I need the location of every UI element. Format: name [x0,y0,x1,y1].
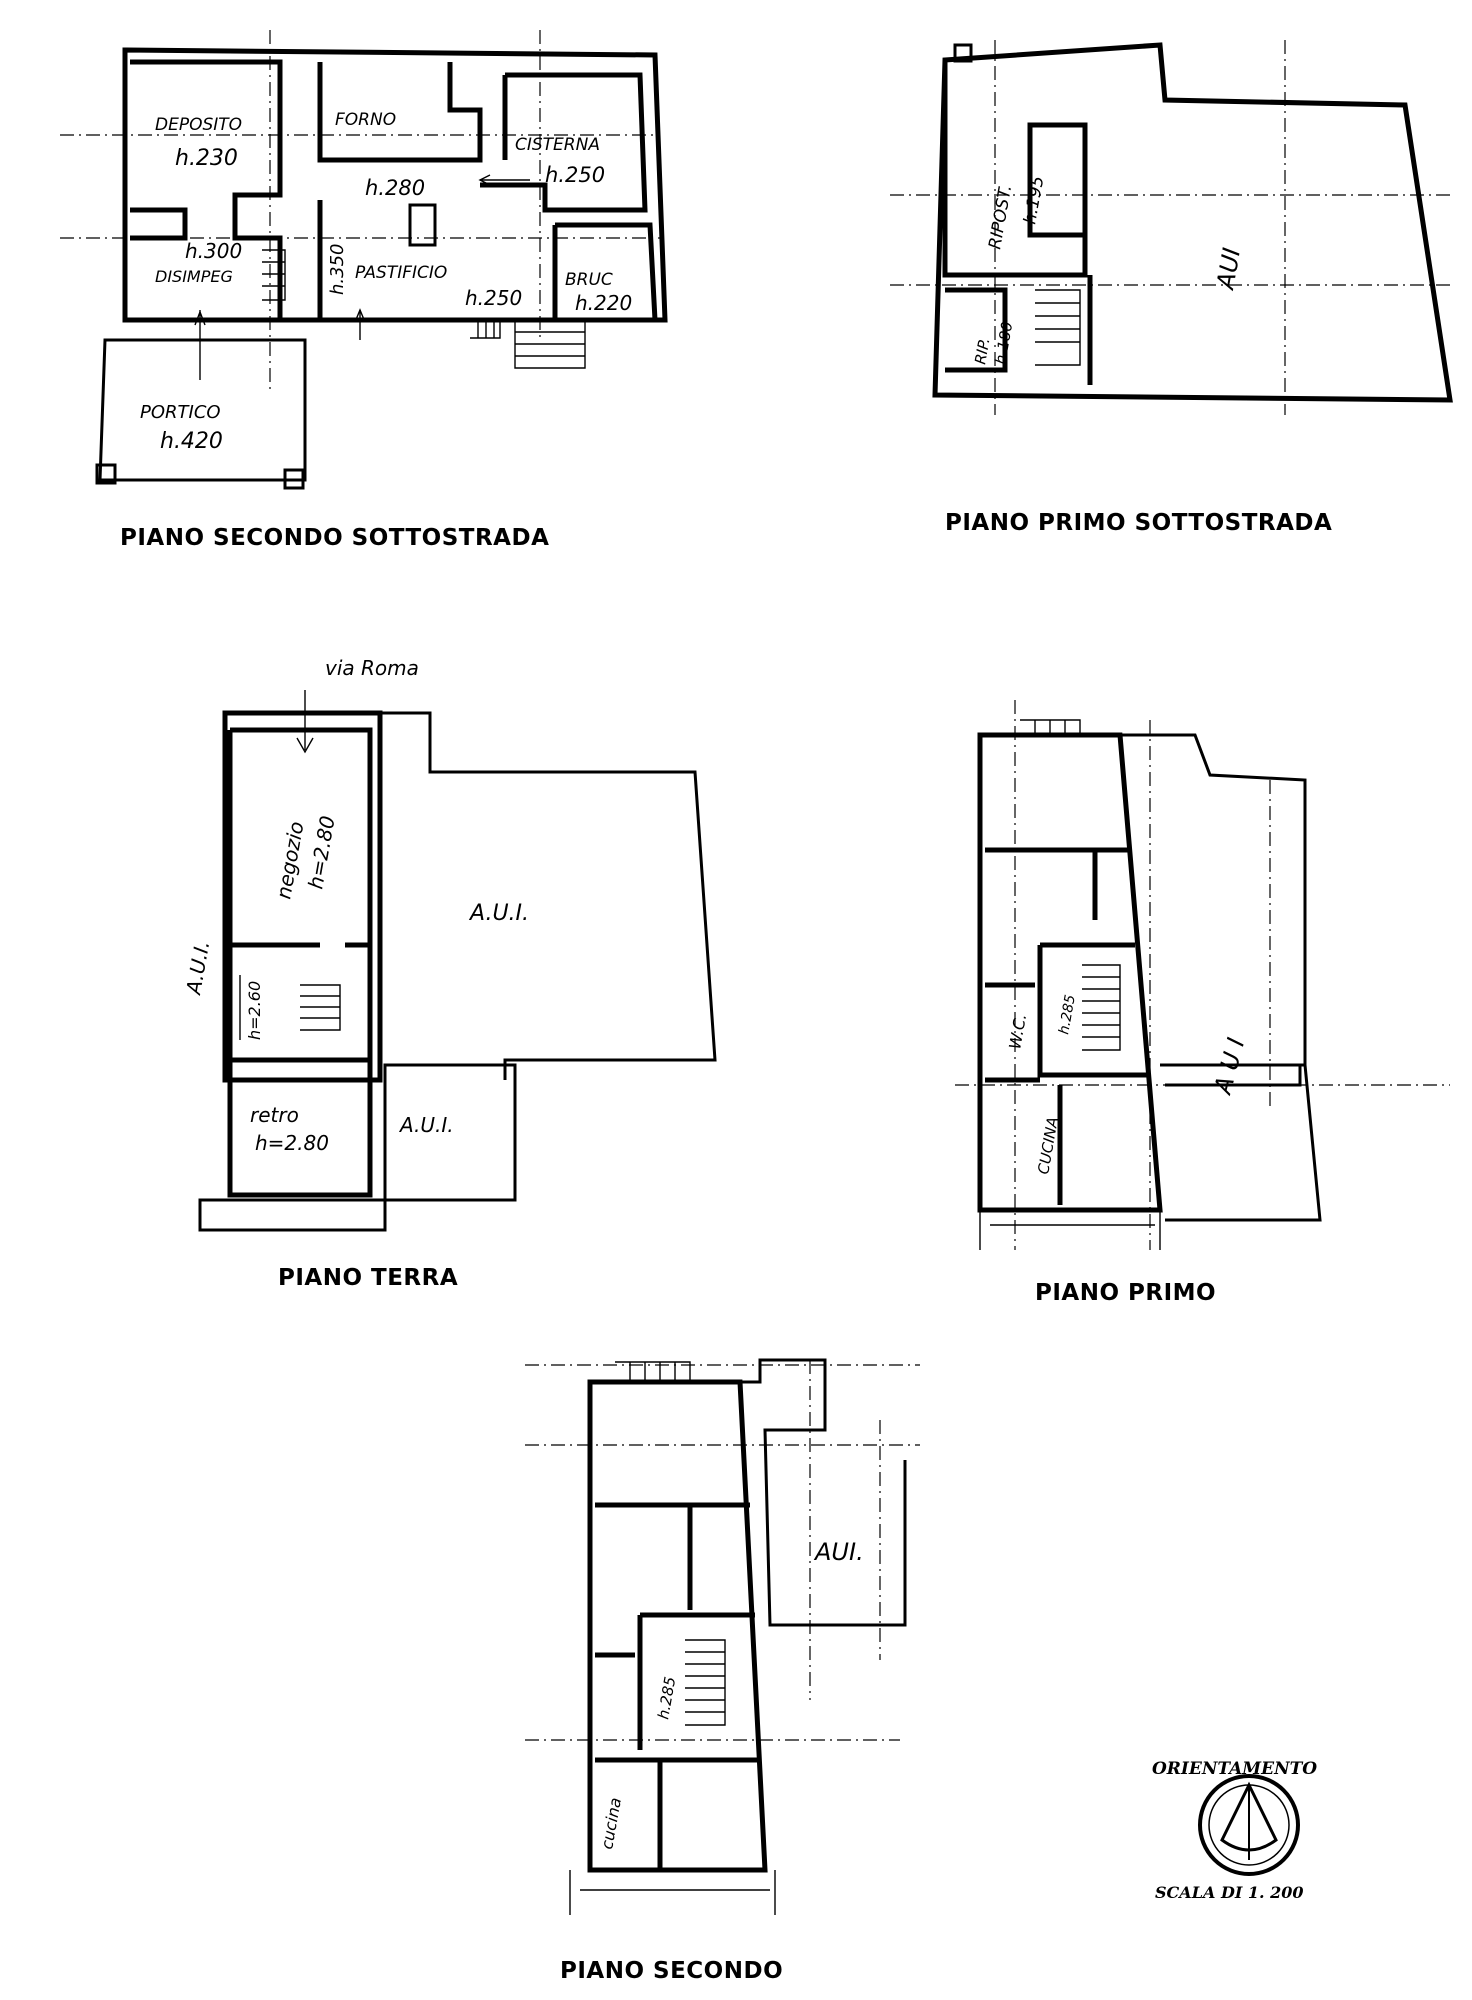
room-height-retro: h=2.80 [255,1131,329,1155]
room-label-deposito: DEPOSITO [155,115,243,135]
room-label-rip: RIP. [971,336,994,366]
plan-title-secondo: PIANO SECONDO [560,1958,784,1984]
room-height-negozio: h=2.80 [303,813,340,891]
orientation-legend [1152,1759,1317,1902]
labels-secondo [597,1538,863,1851]
plan-title-primo-sottostrada: PIANO PRIMO SOTTOSTRADA [945,510,1333,536]
room-label-negozio: negozio [271,819,309,901]
room-height-350: h.350 [327,243,348,295]
room-height-rip: h.180 [991,320,1017,366]
room-height-ripost: h.195 [1020,174,1049,226]
labels-primo-sottostrada [971,174,1246,365]
room-height-portico: h.420 [160,429,223,454]
plan-title-secondo-sottostrada: PIANO SECONDO SOTTOSTRADA [120,525,550,551]
scale-label: SCALA DI 1. 200 [1155,1883,1304,1902]
room-label-aui-terra: A.U.I. [470,901,530,926]
room-label-aui-primo: A U I [1208,1034,1251,1097]
room-label-forno: FORNO [335,110,397,130]
street-label: via Roma [325,656,419,680]
room-label-pastificio: PASTIFICIO [355,263,448,283]
room-height-primo: h.285 [1056,993,1079,1036]
room-height-260: h=2.60 [245,980,264,1040]
room-height-secondo: h.285 [654,1675,680,1721]
room-label-aui-small: A.U.I. [400,1113,454,1137]
room-label-cisterna: CISTERNA [515,135,600,155]
room-label-retro: retro [250,1103,299,1127]
room-label-wc: W.C. [1005,1012,1031,1051]
room-label-bruc: BRUC [565,270,613,290]
room-label-ripost: RIPOST. [985,183,1017,251]
plan-title-primo: PIANO PRIMO [1035,1280,1217,1306]
room-height-deposito: h.230 [175,146,238,171]
plan-secondo [525,1360,920,1915]
room-height-disimpegno: h.300 [185,239,243,263]
orientation-label: ORIENTAMENTO [1152,1759,1318,1779]
room-label-cucina-secondo: cucina [597,1796,625,1851]
room-height-center: h.280 [365,176,426,200]
room-label-aui-left: A.U.I. [181,938,215,996]
plan-primo [955,700,1450,1250]
room-label-portico: PORTICO [140,402,221,423]
room-label-disimpegno: DISIMPEG [155,267,233,286]
room-label-aui-secondo: AUI. [815,1538,864,1566]
room-label-cucina-primo: CUCINA [1034,1115,1062,1176]
room-height-cisterna: h.250 [545,163,606,187]
room-label-aui-primo-sottostrada: AUI [1211,245,1247,292]
room-height-bruc: h.220 [575,291,633,315]
plan-title-terra: PIANO TERRA [278,1265,459,1291]
north-arrow-icon [1200,1776,1298,1874]
labels-terra [181,814,529,1155]
room-height-pastificio: h.250 [465,286,523,310]
